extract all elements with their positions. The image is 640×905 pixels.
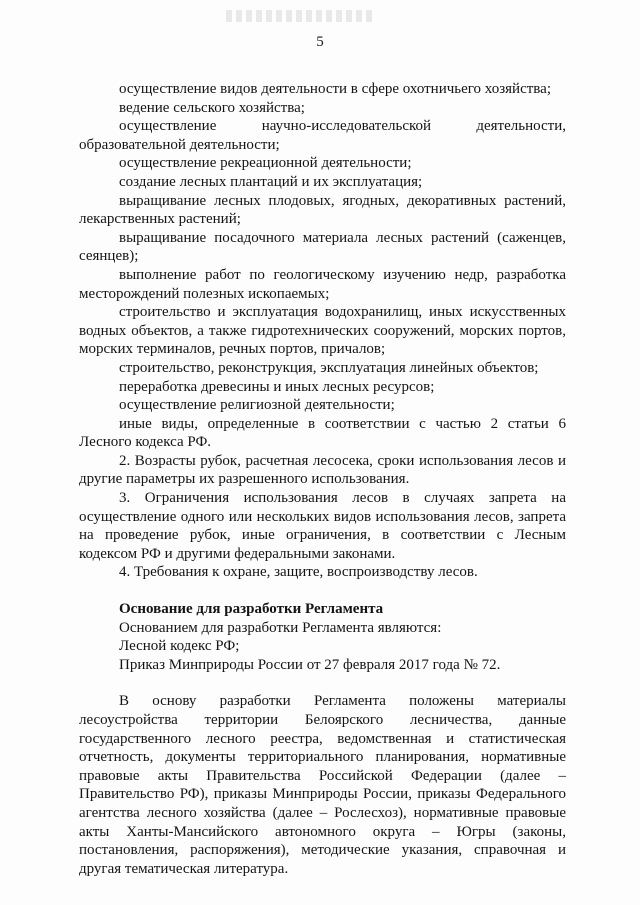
paragraph: переработка древесины и иных лесных ресурсов; [119,378,435,395]
paragraph: осуществление видов деятельности в сфере охотничьего хозяйства; [119,81,552,97]
section-heading: Основание для разработки Регламента [119,601,384,618]
paragraph: выполнение работ по геологическому изучению недр, разработка месторождений полезных ископаемых; [79,266,566,302]
final-paragraph: В основу разработки Регламента положены материалы лесоустройства территории Белоярского лесничества, данные государственного лесного реестра, ведомственная и статистическая отчетность, документы территориального планирования, нормативные правовые акты Правительства Российской Федерации (далее – Правительство РФ), приказы Минприроды России, приказы Федерального агентства лесного хозяйства (далее – Рослесхоз), нормативные правовые акты Ханты-Мансийского автономного округа – Югры (законы, постановления, распоряжения), методические указания, справочная и другая тематическая литература. [79,693,566,877]
paragraph: осуществление научно-исследовательской деятельности, образовательной деятельности; [79,118,566,153]
paragraph: иные виды, определенные в соответствии с частью 2 статьи 6 Лесного кодекса РФ. [79,415,566,451]
paragraph: осуществление рекреационной деятельности; [119,155,412,172]
paragraph: строительство, реконструкция, эксплуатация линейных объектов; [119,359,539,376]
basis-item: Лесной кодекс РФ; [119,638,240,655]
paragraph: строительство и эксплуатация водохранилищ, иных искусственных водных объектов, а также гидротехнических сооружений, морских портов, морских терминалов, речных портов, причалов; [79,304,566,358]
paragraph: 4. Требования к охране, защите, воспроизводству лесов. [119,564,478,581]
basis-item: Приказ Минприроды России от 27 февраля 2017 года № 72. [119,656,501,673]
paragraph: выращивание посадочного материала лесных растений (саженцев, сеянцев); [79,229,566,265]
basis-item: Основанием для разработки Регламента являются: [119,619,442,636]
paragraph: осуществление религиозной деятельности; [119,397,395,414]
paragraph: выращивание лесных плодовых, ягодных, декоративных растений, лекарственных растений; [79,192,566,228]
paragraph: 3. Ограничения использования лесов в случаях запрета на осуществление одного или нескольких видов использования лесов, запрета на проведение рубок, иные ограничения, в соответствии с Лесным кодексом РФ и другими федеральными законами. [79,490,566,562]
scan-artifact [226,10,376,22]
paragraph: ведение сельского хозяйства; [119,99,305,116]
paragraph: создание лесных плантаций и их эксплуатация; [119,173,423,190]
document-body [79,80,566,878]
paragraph: 2. Возрасты рубок, расчетная лесосека, сроки использования лесов и другие параметры их разрешенного использования. [79,452,566,488]
page-number: 5 [316,34,324,50]
